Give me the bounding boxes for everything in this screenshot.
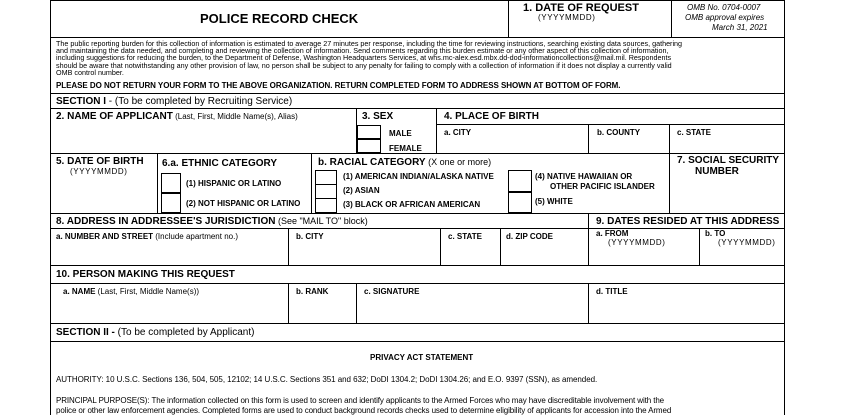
divider: [311, 153, 312, 213]
divider: [508, 0, 509, 37]
sex-label: 3. SEX: [362, 111, 394, 122]
birth-state-label: c. STATE: [677, 128, 711, 137]
divider: [671, 0, 672, 37]
divider: [669, 124, 670, 153]
burden-statement: The public reporting burden for this collection of information is estimated to average 27 minutes per response, including the time for reviewing instructions, searching existing data sources, gathering and maintaining the data needed, and completing and reviewing the collection of information. Send comments regarding this burden estimate or any other aspect of this collection of information, including suggestions for reducing the burden, to the Department of Defense, Washington Headquarters Services, at whs.mc-alex.esd.mbx.dd-dod-informationcollections@mail.mil. Respondents should be aware that notwithstanding any other provision of law, no person shall be subject to any penalty for failing to comply with a collection of information if it does not display a currently valid OMB control number.: [56, 39, 683, 77]
privacy-act-title: PRIVACY ACT STATEMENT: [370, 353, 474, 362]
male-label: MALE: [389, 129, 412, 138]
divider: [157, 153, 158, 213]
dates-resided-label: 9. DATES RESIDED AT THIS ADDRESS: [596, 216, 780, 227]
divider: [50, 37, 784, 38]
not-hispanic-checkbox[interactable]: [161, 193, 181, 213]
divider: [50, 108, 784, 109]
date-of-birth-format: (YYYYMMDD): [70, 167, 128, 176]
omb-date: March 31, 2021: [712, 23, 768, 32]
omb-expires: OMB approval expires: [685, 13, 765, 22]
signature-label: c. SIGNATURE: [364, 287, 420, 296]
ssn-label-1: 7. SOCIAL SECURITY: [677, 155, 780, 166]
authority-text: AUTHORITY: 10 U.S.C. Sections 136, 504, 505, 12102; 14 U.S.C. Sections 351 and 632; DoDI 1304.2; DoDI 1304.26; and E.O. 9397 (SSN), as amended.: [56, 375, 598, 384]
zip-code-label: d. ZIP CODE: [506, 232, 553, 241]
top-border: [50, 0, 784, 1]
divider: [50, 213, 784, 214]
to-label: b. TO: [705, 229, 726, 238]
female-label: FEMALE: [389, 144, 422, 153]
race-black-checkbox[interactable]: [315, 198, 337, 213]
race-white-checkbox[interactable]: [508, 192, 532, 213]
date-of-birth-label: 5. DATE OF BIRTH: [56, 156, 144, 167]
person-name-label: a. NAME (Last, First, Middle Name(s)): [63, 287, 200, 296]
divider: [50, 153, 784, 154]
race-pacific-islander-label-1: (4) NATIVE HAWAIIAN OR: [535, 172, 633, 181]
race-pacific-islander-label-2: OTHER PACIFIC ISLANDER: [550, 182, 655, 191]
form-title: POLICE RECORD CHECK: [200, 11, 359, 26]
female-checkbox[interactable]: [357, 139, 381, 153]
date-of-request-format: (YYYYMMDD): [538, 13, 596, 22]
divider: [50, 93, 784, 94]
date-of-request-label: 1. DATE OF REQUEST: [523, 2, 639, 14]
divider: [288, 283, 289, 323]
race-american-indian-label: (1) AMERICAN INDIAN/ALASKA NATIVE: [343, 172, 494, 181]
right-border: [784, 0, 785, 415]
title-label: d. TITLE: [596, 287, 628, 296]
racial-category-label: b. RACIAL CATEGORY (X one or more): [318, 157, 492, 168]
section-2-heading: SECTION II - (To be completed by Applicant): [56, 327, 255, 338]
divider: [436, 124, 784, 125]
divider: [669, 153, 670, 213]
divider: [440, 228, 441, 265]
section-1-heading: SECTION I - (To be completed by Recruiting Service): [56, 96, 293, 107]
male-checkbox[interactable]: [357, 125, 381, 139]
from-label: a. FROM: [596, 229, 629, 238]
race-asian-label: (2) ASIAN: [343, 186, 380, 195]
omb-number: OMB No. 0704-0007: [687, 3, 761, 12]
principal-purpose-text: PRINCIPAL PURPOSE(S): The information collected on this form is used to screen and identify applicants to the Armed Forces who may have discreditable involvement with the police or other law enforcement agencies. Completed forms are used to conduct background records checks used to determine eligibility of applicants for accession into the Armed: [56, 396, 672, 415]
from-format: (YYYYMMDD): [608, 238, 666, 247]
ssn-label-2: NUMBER: [695, 166, 739, 177]
place-of-birth-label: 4. PLACE OF BIRTH: [444, 111, 540, 122]
divider: [588, 213, 589, 265]
street-label: a. NUMBER AND STREET (Include apartment no.): [56, 232, 238, 241]
ethnic-category-label: 6.a. ETHNIC CATEGORY: [162, 158, 278, 169]
divider: [50, 341, 784, 342]
person-making-request-label: 10. PERSON MAKING THIS REQUEST: [56, 269, 235, 280]
applicant-name-label: 2. NAME OF APPLICANT (Last, First, Middle Name(s), Alias): [56, 111, 298, 122]
hispanic-checkbox[interactable]: [161, 173, 181, 193]
return-warning: PLEASE DO NOT RETURN YOUR FORM TO THE ABOVE ORGANIZATION. RETURN COMPLETED FORM TO ADDRESS SHOWN AT BOTTOM OF FORM.: [56, 81, 621, 90]
divider: [699, 228, 700, 265]
divider: [50, 265, 784, 266]
divider: [500, 228, 501, 265]
race-black-label: (3) BLACK OR AFRICAN AMERICAN: [343, 200, 481, 209]
race-pacific-islander-checkbox[interactable]: [508, 170, 532, 192]
not-hispanic-label: (2) NOT HISPANIC OR LATINO: [186, 199, 301, 208]
birth-city-label: a. CITY: [444, 128, 472, 137]
rank-label: b. RANK: [296, 287, 329, 296]
divider: [288, 228, 289, 265]
left-border: [50, 0, 51, 415]
divider: [50, 323, 784, 324]
race-american-indian-checkbox[interactable]: [315, 170, 337, 185]
birth-county-label: b. COUNTY: [597, 128, 641, 137]
divider: [50, 283, 784, 284]
race-asian-checkbox[interactable]: [315, 184, 337, 199]
divider: [436, 108, 437, 153]
divider: [356, 283, 357, 323]
address-label: 8. ADDRESS IN ADDRESSEE'S JURISDICTION (See "MAIL TO" block): [56, 216, 368, 227]
hispanic-label: (1) HISPANIC OR LATINO: [186, 179, 282, 188]
address-city-label: b. CITY: [296, 232, 324, 241]
divider: [588, 283, 589, 323]
divider: [588, 124, 589, 153]
to-format: (YYYYMMDD): [718, 238, 776, 247]
race-white-label: (5) WHITE: [535, 197, 573, 206]
divider: [50, 228, 784, 229]
address-state-label: c. STATE: [448, 232, 482, 241]
